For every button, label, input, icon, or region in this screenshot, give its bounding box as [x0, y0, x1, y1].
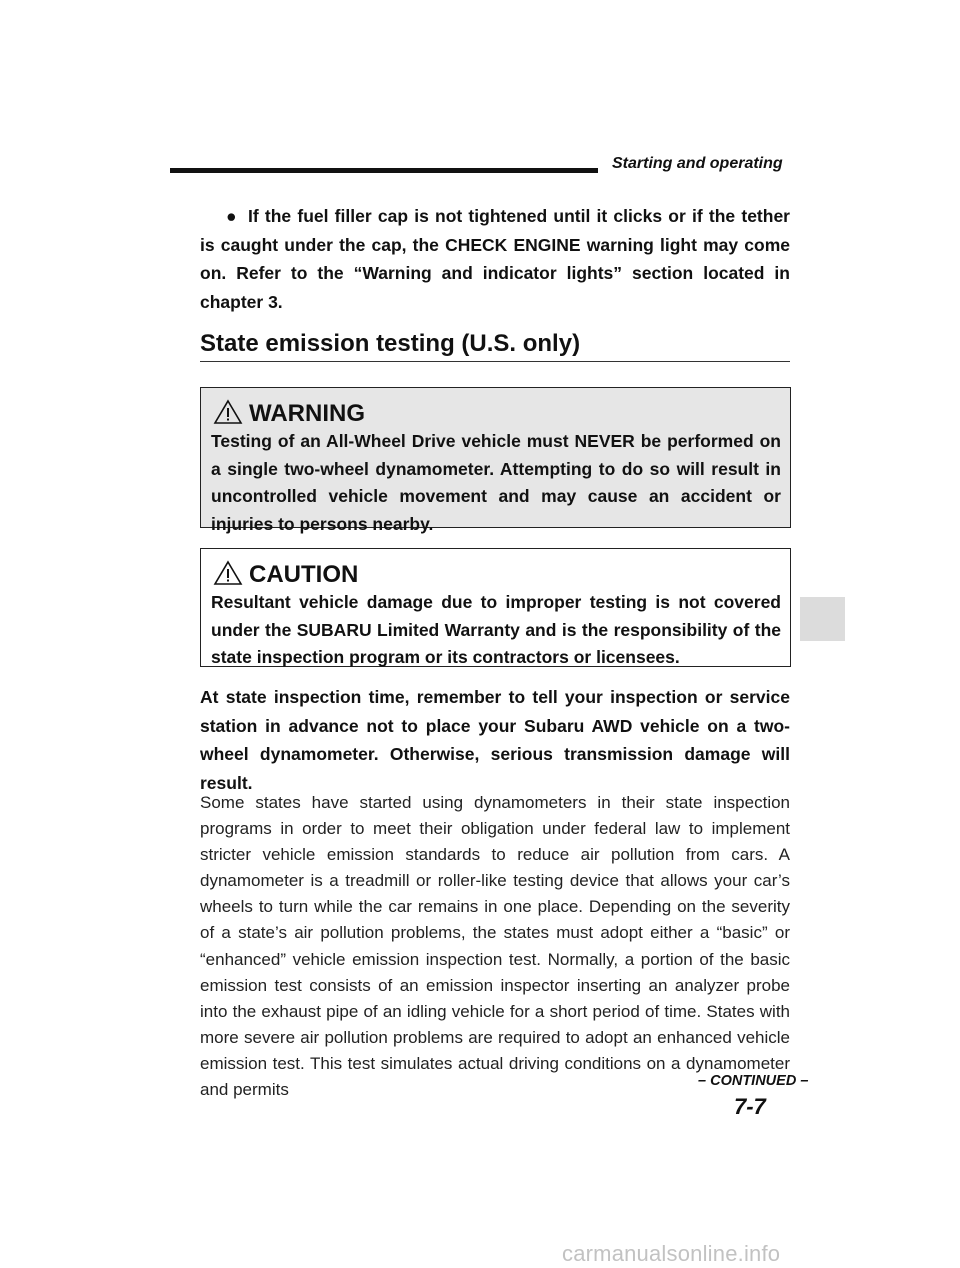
running-header: Starting and operating [612, 155, 783, 172]
chapter-thumb-tab [800, 597, 845, 641]
warning-box [200, 387, 791, 534]
section-heading: State emission testing (U.S. only) [200, 330, 581, 357]
intro-paragraph: At state inspection time, remember to tell your inspection or service station in advance not to place your Subaru AWD vehicle on a two-wheel dynamometer. Otherwise, serious transmission damage will result. [200, 687, 790, 793]
caution-header [211, 549, 781, 589]
bullet-icon: ● [226, 206, 237, 226]
bullet-note-rest: is caught under the cap, the CHECK ENGINE warning light may come on. Refer to the “Warning and indicator lights” section located in chapter 3. [200, 234, 790, 312]
caution-triangle-icon [213, 560, 243, 586]
warning-text: Testing of an All-Wheel Drive vehicle must NEVER be performed on a single two-wheel dynamometer. Attempting to do so will result in uncontrolled vehicle movement and may cause an accident or injuries to persons nearby. [211, 431, 781, 534]
warning-triangle-icon [213, 399, 243, 425]
watermark: carmanualsonline.info [562, 1241, 781, 1266]
page-number: 7-7 [734, 1094, 766, 1119]
heading-underline [200, 361, 790, 362]
warning-title: WARNING [249, 400, 365, 427]
body-paragraph: Some states have started using dynamometers in their state inspection programs in order to meet their obligation under federal law to implement stricter vehicle emission standards to reduce air pollution from cars. A dynamometer is a treadmill or roller-like testing device that allows your car’s wheels to turn while the car remains in one place. Depending on the severity of a state’s air pollution problems, the states must adopt either a “basic” or “enhanced” vehicle emission inspection test. Normally, a portion of the basic emission test consists of an emission inspector inserting an analyzer probe into the exhaust pipe of an idling vehicle for a short period of time. States with more severe air pollution problems are required to adopt an enhanced vehicle emission test. This test simulates actual driving conditions on a dynamometer and permits [200, 793, 790, 1100]
caution-box [200, 548, 791, 667]
bullet-note-first-line [200, 202, 790, 231]
bullet-note [200, 202, 790, 316]
caution-title: CAUTION [249, 561, 359, 588]
continued-label: – CONTINUED – [698, 1073, 809, 1089]
warning-header [211, 388, 781, 428]
header-rule [170, 168, 598, 173]
bullet-note-line1: If the fuel filler cap is not tightened until it clicks or if the tether [248, 206, 790, 226]
caution-text: Resultant vehicle damage due to improper testing is not covered under the SUBARU Limited Warranty and is the responsibility of the state inspection program or its contractors or licensees. [211, 592, 781, 667]
